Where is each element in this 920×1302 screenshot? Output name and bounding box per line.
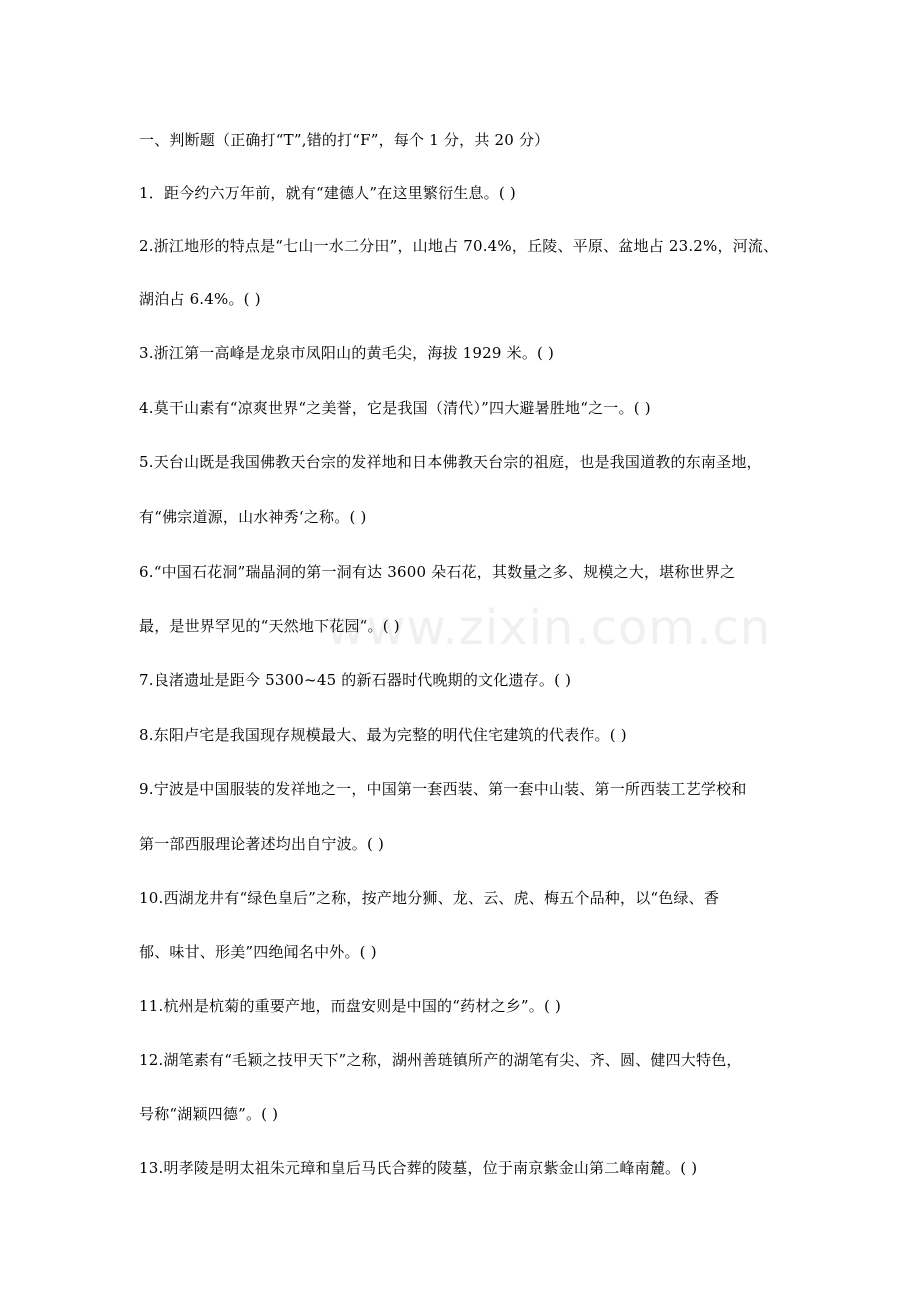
watermark: www.zixin.com.cn xyxy=(326,600,772,656)
question-5-line-2: 有“佛宗道源，山水神秀‘之称。( ) xyxy=(139,508,367,526)
question-4: 4.莫干山素有“凉爽世界“之美誉，它是我国（清代）”四大避暑胜地“之一。( ) xyxy=(139,399,651,417)
question-6-line-1: 6.“中国石花洞”瑞晶洞的第一洞有达 3600 朵石花，其数量之多、规模之大，堪称世界之 xyxy=(139,563,736,581)
question-12-line-1: 12.湖笔素有“毛颖之技甲天下”之称，湖州善琏镇所产的湖笔有尖、齐、圆、健四大特色， xyxy=(139,1051,742,1069)
question-2-line-2: 湖泊占 6.4%。( ) xyxy=(139,290,261,308)
question-9-line-2: 第一部西服理论著述均出自宁波。( ) xyxy=(139,835,385,853)
question-7: 7.良渚遗址是距今 5300~45 的新石器时代晚期的文化遗存。( ) xyxy=(139,671,572,689)
question-10-line-1: 10.西湖龙井有“绿色皇后”之称，按产地分狮、龙、云、虎、梅五个品种，以“色绿、香 xyxy=(139,889,720,907)
question-2-line-1: 2.浙江地形的特点是“七山一水二分田”，山地占 70.4%，丘陵、平原、盆地占 23.2%，河流、 xyxy=(139,237,779,255)
question-10-line-2: 郁、味甘、形美”四绝闻名中外。( ) xyxy=(139,943,377,961)
question-6-line-2: 最，是世界罕见的“天然地下花园“。( ) xyxy=(139,617,400,635)
question-5-line-1: 5.天台山既是我国佛教天台宗的发祥地和日本佛教天台宗的祖庭，也是我国道教的东南圣地， xyxy=(139,453,762,471)
question-11: 11.杭州是杭菊的重要产地，而盘安则是中国的“药材之乡”。( ) xyxy=(139,997,562,1015)
section-heading: 一、判断题（正确打“T”,错的打“F”，每个 1 分，共 20 分） xyxy=(139,131,550,149)
question-13: 13.明孝陵是明太祖朱元璋和皇后马氏合葬的陵墓，位于南京紫金山第二峰南麓。( ) xyxy=(139,1159,698,1177)
question-3: 3.浙江第一高峰是龙泉市凤阳山的黄毛尖，海拔 1929 米。( ) xyxy=(139,344,555,362)
question-9-line-1: 9.宁波是中国服装的发祥地之一，中国第一套西装、第一套中山装、第一所西装工艺学校和 xyxy=(139,780,747,798)
question-12-line-2: 号称“湖颖四德”。( ) xyxy=(139,1105,279,1123)
question-8: 8.东阳卢宅是我国现存规模最大、最为完整的明代住宅建筑的代表作。( ) xyxy=(139,726,627,744)
question-1: 1．距今约六万年前，就有“建德人”在这里繁衍生息。( ) xyxy=(139,184,516,202)
